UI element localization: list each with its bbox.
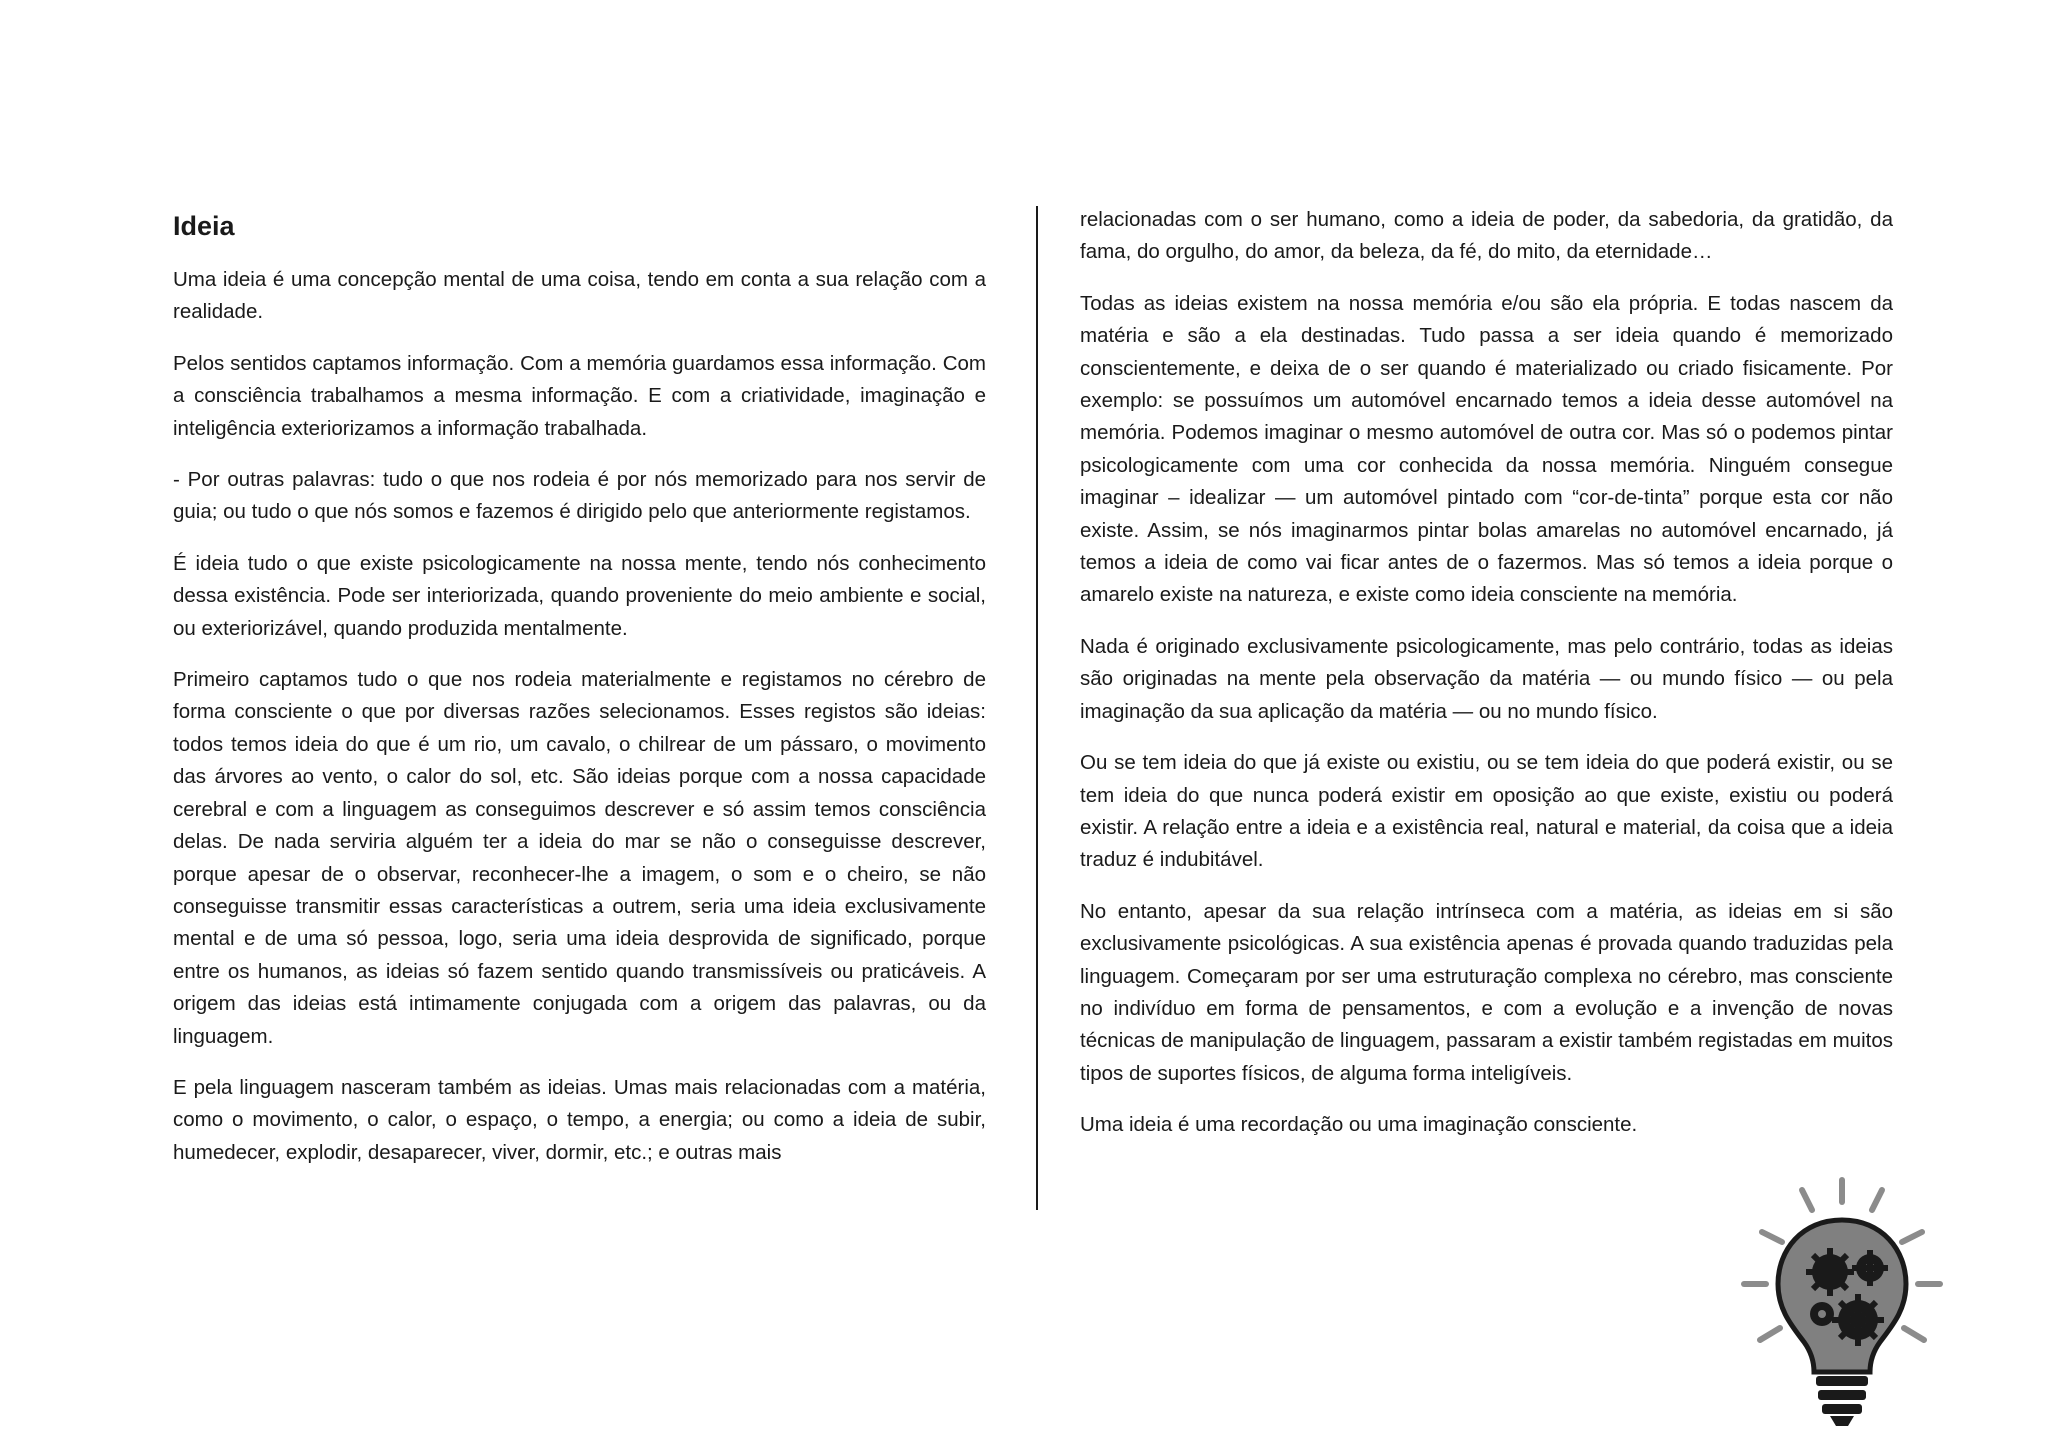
paragraph: Pelos sentidos captamos informação. Com a memória guardamos essa informação. Com a consciência trabalhamos a mesma informação. E com a criatividade, imaginação e inteligência exteriorizamos a informação trabalhada. <box>173 351 986 440</box>
left-column <box>173 204 986 1188</box>
paragraph: Nada é originado exclusivamente psicologicamente, mas pelo contrário, todas as ideias são originadas na mente pela observação da matéria — ou mundo físico — ou pela imaginação da sua aplicação da matéria — ou no mundo físico. <box>1080 634 1893 723</box>
paragraph: Uma ideia é uma recordação ou uma imaginação consciente. <box>1080 1113 1638 1137</box>
right-column <box>1080 204 1893 1161</box>
page-title: Ideia <box>173 211 235 241</box>
paragraph: E pela linguagem nasceram também as ideias. Umas mais relacionadas com a matéria, como o movimento, o calor, o espaço, o tempo, a energia; ou como a ideia de subir, humedecer, explodir, desaparecer, viver, dormir, etc.; e outras mais <box>173 1075 986 1164</box>
paragraph: É ideia tudo o que existe psicologicamente na nossa mente, tendo nós conhecimento dessa existência. Pode ser interiorizada, quando proveniente do meio ambiente e social, ou exteriorizável, quando produzida mentalmente. <box>173 551 986 640</box>
paragraph: Ou se tem ideia do que já existe ou existiu, ou se tem ideia do que poderá existir, ou se tem ideia do que nunca poderá existir em oposição ao que existe, existiu ou poderá existir. A relação entre a ideia e a existência real, natural e material, da coisa que a ideia traduz é indubitável. <box>1080 751 1893 872</box>
paragraph: relacionadas com o ser humano, como a ideia de poder, da sabedoria, da gratidão, da fama, do orgulho, do amor, da beleza, da fé, do mito, da eternidade… <box>1080 208 1893 264</box>
paragraph: Todas as ideias existem na nossa memória e/ou são ela própria. E todas nascem da matéria e são a ela destinadas. Tudo passa a ser ideia quando é memorizado conscientemente, e deixa de o ser quando é materializado ou criado fisicamente. Por exemplo: se possuímos um automóvel encarnado temos a ideia desse automóvel na memória. Podemos imaginar o mesmo automóvel de outra cor. Mas só o podemos pintar psicologicamente com uma cor conhecida da nossa memória. Ninguém consegue imaginar – idealizar — um automóvel pintado com “cor-de-tinta” porque esta cor não existe. Assim, se nós imaginarmos pintar bolas amarelas no automóvel encarnado, já temos a ideia de como vai ficar antes de o fazermos. Mas só temos a ideia porque o amarelo existe na natureza, e existe como ideia consciente na memória. <box>1080 291 1893 607</box>
lightbulb-gears-icon <box>1722 1172 1962 1432</box>
column-divider <box>1036 206 1038 1210</box>
paragraph: - Por outras palavras: tudo o que nos rodeia é por nós memorizado para nos servir de guia; ou tudo o que nós somos e fazemos é dirigido pelo que anteriormente registamos. <box>173 468 986 524</box>
paragraph: Primeiro captamos tudo o que nos rodeia materialmente e registamos no cérebro de forma consciente o que por diversas razões selecionamos. Esses registos são ideias: todos temos ideia do que é um rio, um cavalo, o chilrear de um pássaro, o movimento das árvores ao vento, o calor do sol, etc. São ideias porque com a nossa capacidade cerebral e com a linguagem as conseguimos descrever e só assim temos consciência delas. De nada serviria alguém ter a ideia do mar se não o conseguisse descrever, porque apesar de o observar, reconhecer-lhe a imagem, o som e o cheiro, se não conseguisse transmitir essas características a outrem, seria uma ideia exclusivamente mental e de uma só pessoa, logo, seria uma ideia desprovida de significado, porque entre os humanos, as ideias só fazem sentido quando transmissíveis ou praticáveis. A origem das ideias está intimamente conjugada com a origem das palavras, ou da linguagem. <box>173 668 986 1048</box>
paragraph: No entanto, apesar da sua relação intrínseca com a matéria, as ideias em si são exclusivamente psicológicas. A sua existência apenas é provada quando traduzidas pela linguagem. Começaram por ser uma estruturação complexa no cérebro, mas consciente no indivíduo em forma de pensamentos, e com a evolução e a invenção de novas técnicas de manipulação de linguagem, passaram a existir também registadas em muitos tipos de suportes físicos, de alguma forma inteligíveis. <box>1080 899 1893 1085</box>
paragraph: Uma ideia é uma concepção mental de uma coisa, tendo em conta a sua relação com a realidade. <box>173 268 986 324</box>
